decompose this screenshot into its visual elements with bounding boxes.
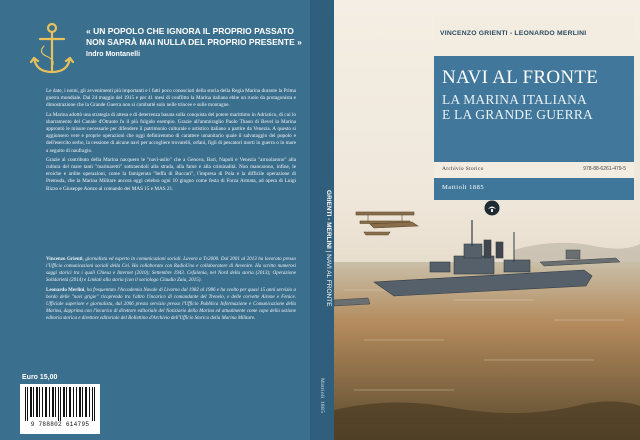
front-cover (334, 0, 640, 440)
back-cover (0, 0, 310, 440)
isbn: 978-88-6261-479-5 (583, 166, 626, 172)
bio-name: Leonardo Merlini (46, 288, 85, 293)
bio-text: , ha frequentato l'Accademia Navale di Livorno dal 1982 al 1986 e ha svolto per quasi 15 anni servizio a bordo delle "navi grigie" ricoprendo tra l'altro l'incarico di comandante del Trenelo, e delle corvette Airone e Fenice. Ufficiale superiore e giornalista, dal 2006 presta servizio presso l'Ufficio Pubblica Informazione e Comunicazione della Marina, dapprima con l'incarico di direttore editoriale del Notiziario della Marina ed attualmente come capo della sezione editoria storica e direttore editoriale del Bollettino d'Archivio dell'Ufficio Storico della Marina Militare. (46, 288, 296, 321)
spine-book-title: NAVI AL FRONTE (325, 254, 332, 307)
quote-text: « UN POPOLO CHE IGNORA IL PROPRIO PASSATO NON SAPRÀ MAI NULLA DEL PROPRIO PRESENTE » (86, 26, 302, 47)
publisher-logo-icon (484, 200, 500, 216)
spine-title (316, 190, 332, 307)
back-paragraph: Le date, i nomi, gli avvenimenti più importanti e i fatti poco conosciuti della storia della Regia Marina durante la Prima guerra mondiale. Dal 24 maggio del 1915 e per 41 mesi di conflitto la Marina italiana ebbe un ruolo da protagonista e dimostrazione che la Grande Guerra non si combatté solo nelle trincee e sulle montagne. (46, 88, 296, 109)
bio-grienti (46, 256, 296, 284)
barcode (20, 384, 100, 434)
series-band (434, 162, 634, 178)
title-box (434, 16, 634, 200)
front-authors: VINCENZO GRIENTI - LEONARDO MERLINI (434, 16, 634, 56)
barcode-number: 9 788802 614795 (30, 421, 90, 428)
bio-text: , giornalista ed esperto in comunicazioni sociali. Lavora a Tv2000. Dal 2001 al 2013 ha lavorato presso l'Ufficio comunicazioni sociali della Cei. Ha collaborato con RadioUno e collaboratore di Avvenire. Ha scritto numerosi saggi storici tra i quali Chiesa e Internet (2010); Settembre 1943. Cefalonia, nel Nord della storia (2013); Operazione Solidarietà (2014) e Linkati alla storia (con il sociologo Claudio Zaia, 2015). (46, 257, 296, 283)
series-name: Archivio Storico (442, 166, 484, 172)
quote-author: Indro Montanelli (86, 51, 141, 58)
price-label: Euro 15,00 (22, 374, 58, 381)
back-paragraph: La Marina adottò una strategia di attesa e di deterrenza basata sulla conquista del potere marittimo in Adriatico, di cui lo sbarramento del Canale d'Otranto fu il più fulgido esempio. Grazie all'ammiraglio Paolo Thaon di Revel la Marina approntò le misure necessarie per difendere il patrimonio culturale e artistico italiano a partire da Venezia. A questo si aggiunsero vere e proprie operazioni che oggi definiremmo di carattere umanitario quale il salvataggio del popolo e dell'esercito serbo, la cessione di alcune navi per accogliere trovatelli, orfani, figli di pescatori morti in guerra o in mare a seguito di naufragio. (46, 111, 296, 154)
barcode-bars-icon (24, 387, 96, 421)
subtitle-line-1: LA MARINA ITALIANA (442, 92, 588, 107)
anchor-icon (30, 22, 74, 78)
spine-separator: | (325, 250, 332, 255)
back-quote (86, 26, 304, 60)
bio-name: Vincenzo Grienti (46, 257, 83, 262)
spine (310, 0, 334, 440)
back-paragraph: Grazie al contributo della Marina nacquero le "navi-asilo" che a Genova, Bari, Napoli e Venezia "arruolarono" alla cultura del mare tanti "marinaretti" sottraendoli alla strada, alla fame e alla criminalità. Non mancarono, infine, le eroiche e ardite operazioni, come la famigerata "beffa di Buccari", l'impresa di Pola e la difficile operazione di Premuda, che la Marina Militare ancora oggi celebra ogni 10 giugno come festa di Forza Armata, ad opera di Luigi Rizzo e Giuseppe Aonzo al comando dei MAS 15 e MAS 21. (46, 156, 296, 192)
front-publisher: Mattioli 1885 (442, 184, 485, 191)
spine-authors: GRIENTI - MERLINI (325, 190, 332, 249)
book-subtitle (442, 92, 632, 122)
book-title: NAVI AL FRONTE (442, 67, 599, 88)
author-bios (46, 256, 296, 325)
subtitle-line-2: E LA GRANDE GUERRA (442, 107, 593, 122)
spine-publisher: Mattioli 1885 (319, 378, 325, 414)
bio-merlini (46, 287, 296, 322)
back-description (46, 88, 296, 195)
